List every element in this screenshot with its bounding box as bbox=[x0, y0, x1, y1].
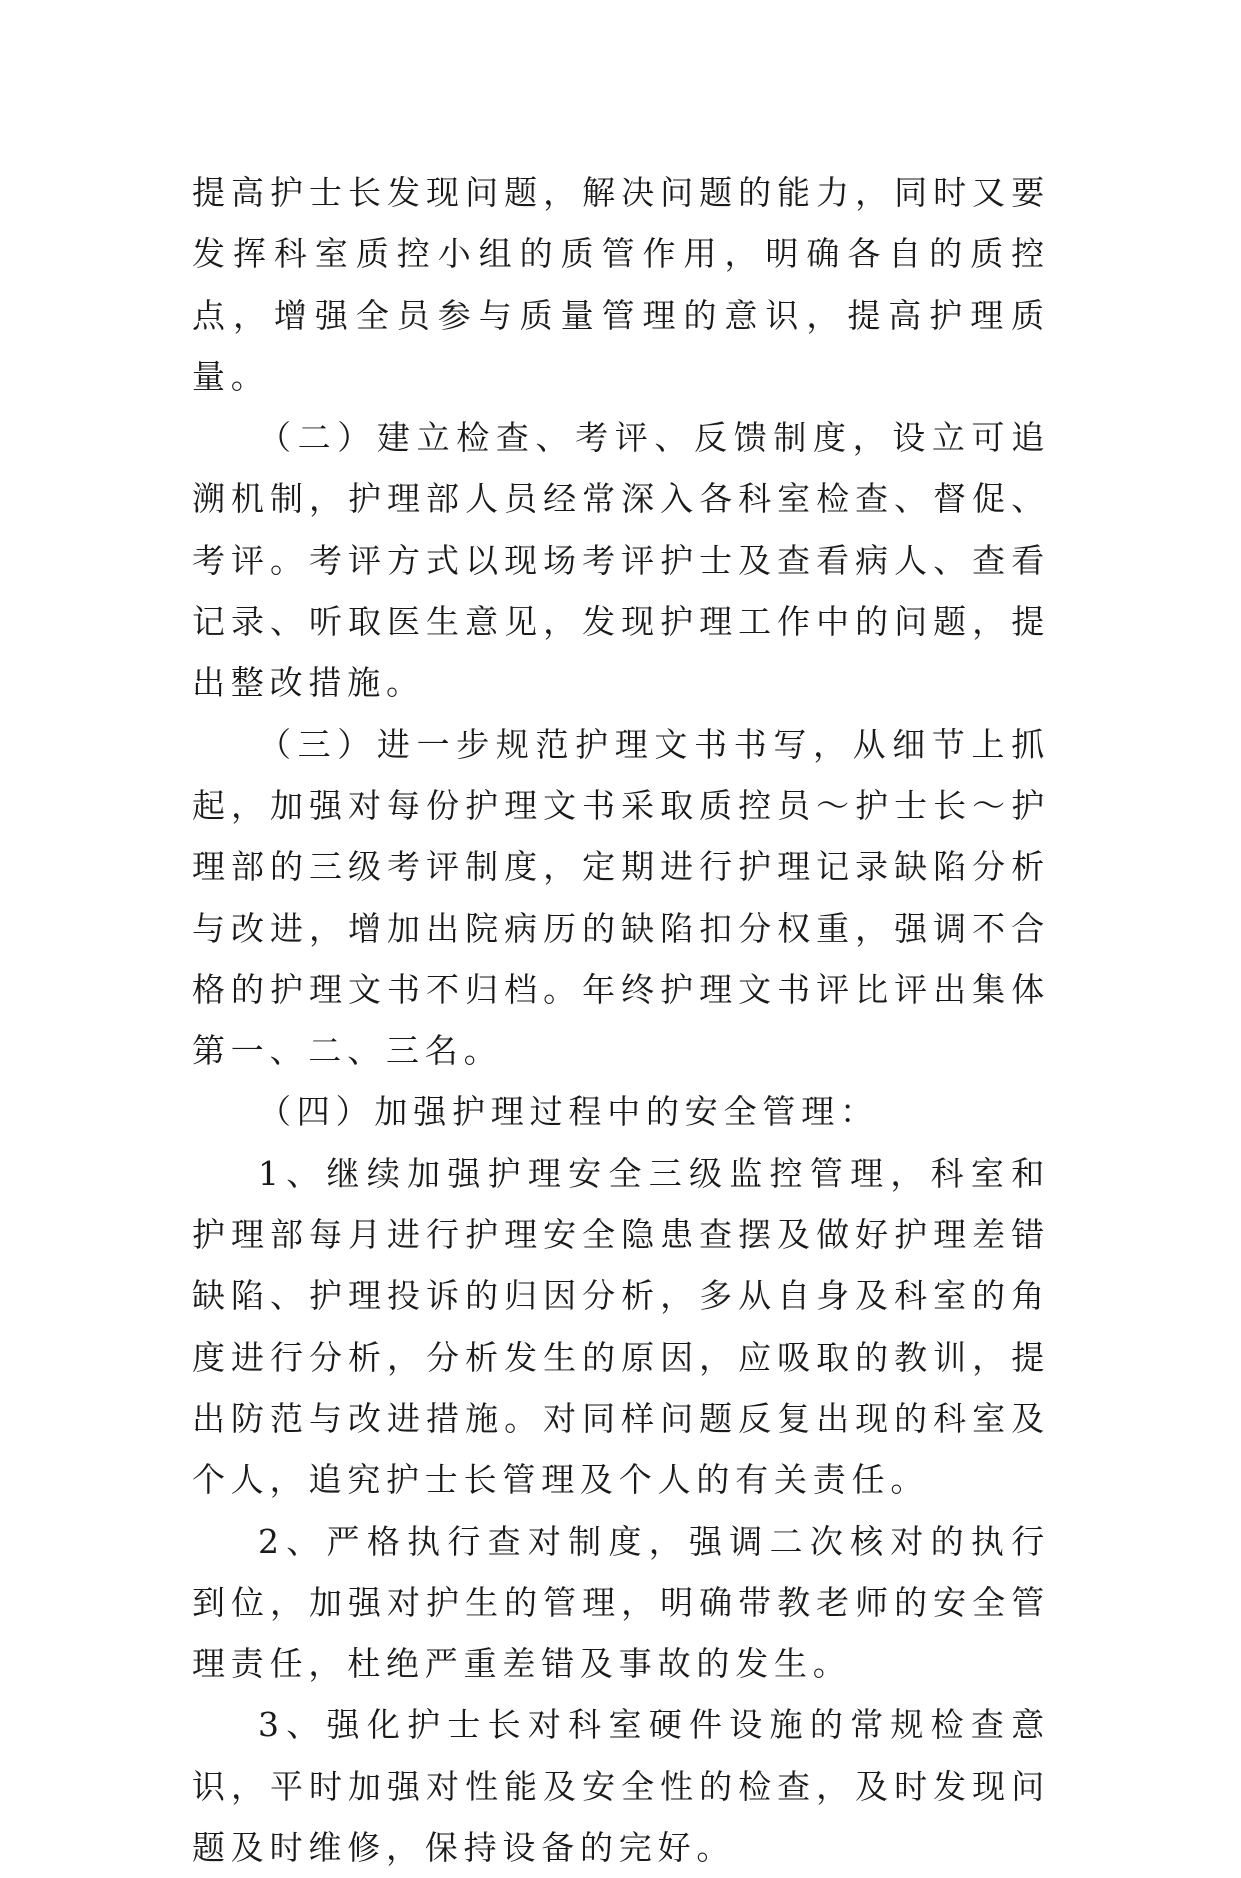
paragraph-section-2: （二）建立检查、考评、反馈制度，设立可追溯机制，护理部人员经常深入各科室检查、督促、考评。考评方式以现场考评护士及查看病人、查看记录、听取医生意见，发现护理工作中的问题，提出整改措施。 bbox=[192, 418, 1050, 703]
paragraph-section-4-heading: （四）加强护理过程中的安全管理： bbox=[258, 1092, 879, 1132]
paragraph-item-3: 3、强化护士长对科室硬件设施的常规检查意识，平时加强对性能及安全性的检查，及时发现问题及时维修，保持设备的完好。 bbox=[192, 1705, 1050, 1868]
paragraph-item-2: 2、严格执行查对制度，强调二次核对的执行到位，加强对护生的管理，明确带教老师的安全管理责任，杜绝严重差错及事故的发生。 bbox=[192, 1521, 1050, 1684]
paragraph-item-1: 1、继续加强护理安全三级监控管理，科室和护理部每月进行护理安全隐患查摆及做好护理差错缺陷、护理投诉的归因分析，多从自身及科室的角度进行分析，分析发生的原因，应吸取的教训，提出防范与改进措施。对同样问题反复出现的科室及个人，追究护士长管理及个人的有关责任。 bbox=[192, 1153, 1050, 1500]
paragraph-section-3: （三）进一步规范护理文书书写，从细节上抓起，加强对每份护理文书采取质控员～护士长～护理部的三级考评制度，定期进行护理记录缺陷分析与改进，增加出院病历的缺陷扣分权重，强调不合格的护理文书不归档。年终护理文书评比评出集体第一、二、三名。 bbox=[192, 724, 1050, 1071]
document-body bbox=[192, 162, 1050, 1878]
paragraph-continuation: 提高护士长发现问题，解决问题的能力，同时又要发挥科室质控小组的质管作用，明确各自的质控点，增强全员参与质量管理的意识，提高护理质量。 bbox=[192, 173, 1050, 396]
